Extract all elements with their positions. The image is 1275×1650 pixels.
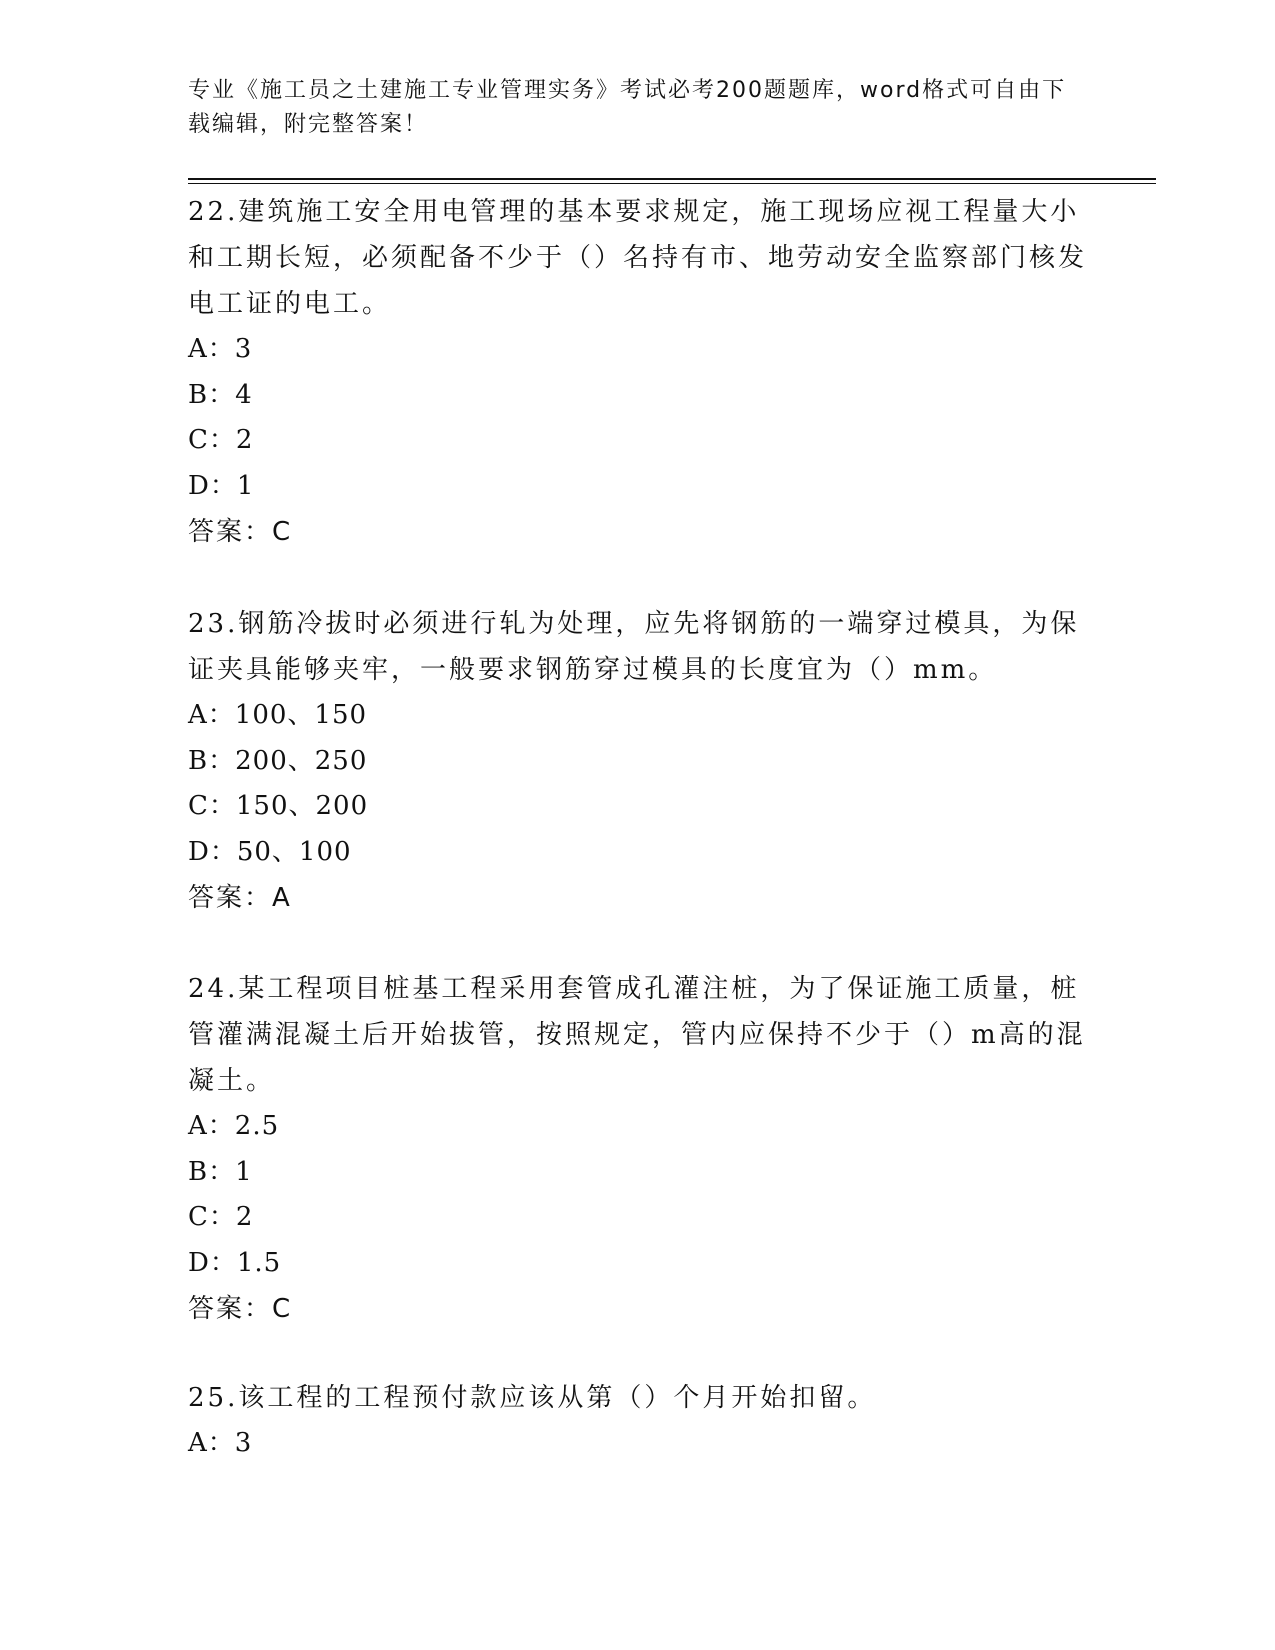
document-header: 专业《施工员之土建施工专业管理实务》考试必考200题题库，word格式可自由下载编辑，附完整答案！	[188, 78, 1067, 137]
header-divider-thin	[188, 183, 1156, 184]
answer: 答案：C	[188, 1294, 293, 1324]
question-stem: 23.钢筋冷拔时必须进行轧为处理，应先将钢筋的一端穿过模具，为保证夹具能够夹牢，一般要求钢筋穿过模具的长度宜为（）mm。	[188, 609, 1080, 685]
question-stem: 24.某工程项目桩基工程采用套管成孔灌注桩，为了保证施工质量，桩管灌满混凝土后开始拔管，按照规定，管内应保持不少于（）m高的混凝土。	[188, 974, 1086, 1096]
question-22	[188, 189, 1088, 555]
option-b: B：1	[188, 1156, 253, 1187]
header-divider-thick	[188, 178, 1156, 180]
question-25	[188, 1375, 1088, 1467]
option-a: A：3	[188, 1428, 253, 1458]
answer: 答案：C	[188, 517, 293, 547]
option-c: C：2	[188, 1202, 254, 1232]
option-d: D：1.5	[188, 1247, 282, 1278]
option-a: A：100、150	[188, 700, 368, 730]
option-a: A：2.5	[188, 1111, 280, 1141]
option-b: B：200、250	[188, 745, 368, 776]
question-24	[188, 966, 1088, 1332]
question-stem: 22.建筑施工安全用电管理的基本要求规定，施工现场应视工程量大小和工期长短，必须配备不少于（）名持有市、地劳动安全监察部门核发电工证的电工。	[188, 197, 1088, 319]
option-c: C：2	[188, 425, 254, 455]
option-b: B：4	[188, 379, 253, 410]
answer: 答案：A	[188, 883, 292, 913]
question-stem: 25.该工程的工程预付款应该从第（）个月开始扣留。	[188, 1383, 877, 1413]
option-a: A：3	[188, 334, 253, 364]
question-23	[188, 601, 1088, 921]
option-d: D：50、100	[188, 836, 352, 867]
option-c: C：150、200	[188, 791, 369, 821]
option-d: D：1	[188, 470, 255, 501]
